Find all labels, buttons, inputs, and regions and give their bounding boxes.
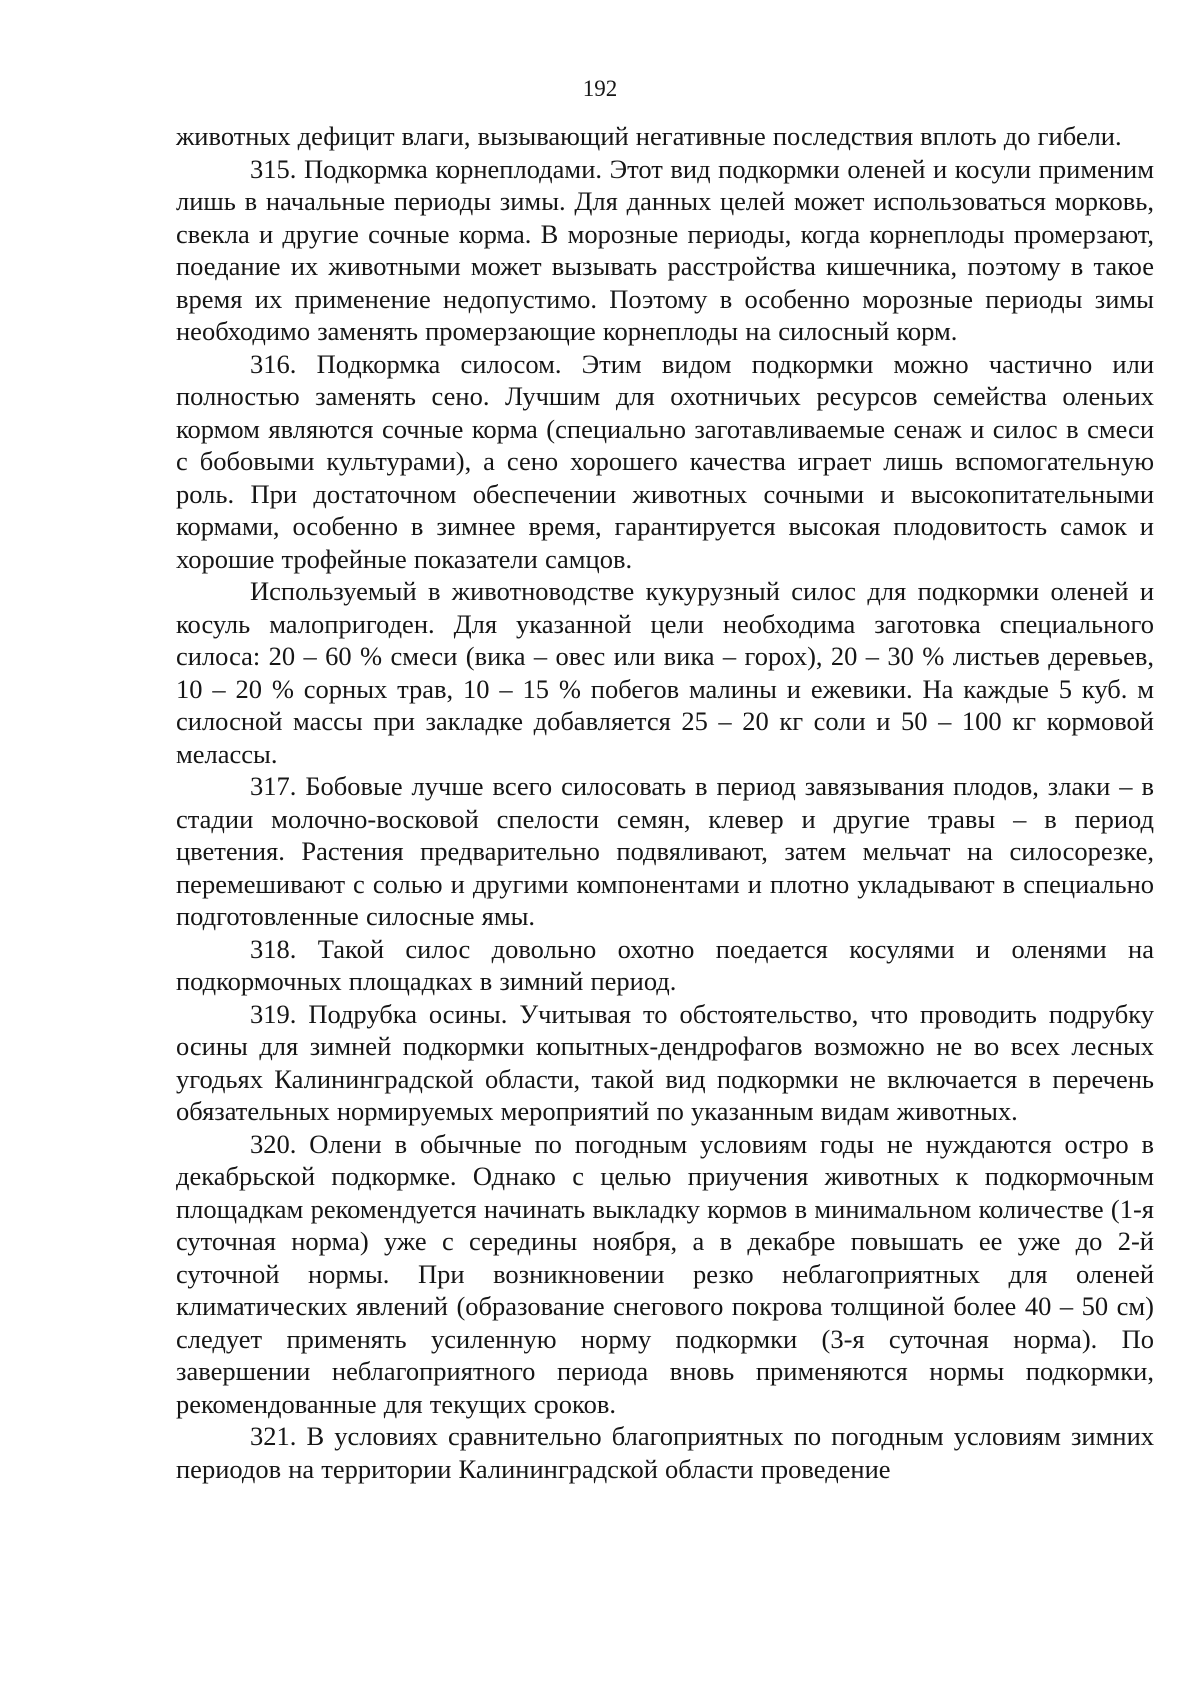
paragraph-318: 318. Такой силос довольно охотно поедается косулями и оленями на подкормочных площадках в зимний период. <box>176 933 1154 996</box>
paragraph-317: 317. Бобовые лучше всего силосовать в период завязывания плодов, злаки – в стадии молочно-восковой спелости семян, клевер и другие травы – в период цветения. Растения предварительно подвяливают, затем мельчат на силосорезке, перемешивают с солью и другими компонентами и плотно укладывают в специально подготовленные силосные ямы. <box>176 771 1154 931</box>
page-number: 192 <box>582 76 618 101</box>
paragraph-315: 315. Подкормка корнеплодами. Этот вид подкормки оленей и косули применим лишь в начальные периоды зимы. Для данных целей может использоваться морковь, свекла и другие сочные корма. В морозные периоды, когда корнеплоды промерзают, поедание их животными может вызывать расстройства кишечника, поэтому в такое время их применение недопустимо. Поэтому в особенно морозные периоды зимы необходимо заменять промерзающие корнеплоды на силосный корм. <box>176 153 1154 346</box>
paragraph-silage-mixture: Используемый в животноводстве кукурузный силос для подкормки оленей и косуль малопригоден. Для указанной цели необходима заготовка специального силоса: 20 – 60 % смеси (вика – овес или вика – горох), 20 – 30 % листьев деревьев, 10 – 20 % сорных трав, 10 – 15 % побегов малины и ежевики. На каждые 5 куб. м силосной массы при закладке добавляется 25 – 20 кг соли и 50 – 100 кг кормовой мелассы. <box>176 576 1154 769</box>
paragraph-316: 316. Подкормка силосом. Этим видом подкормки можно частично или полностью заменять сено. Лучшим для охотничьих ресурсов семейства оленьих кормом являются сочные корма (специально заготавливаемые сенаж и силос в смеси с бобовыми культурами), а сено хорошего качества играет лишь вспомогательную роль. При достаточном обеспечении животных сочными и высокопитательными кормами, особенно в зимнее время, гарантируется высокая плодовитость самок и хорошие трофейные показатели самцов. <box>176 348 1154 574</box>
paragraph-320: 320. Олени в обычные по погодным условиям годы не нуждаются остро в декабрьской подкормке. Однако с целью приучения животных к подкормочным площадкам рекомендуется начинать выкладку кормов в минимальном количестве (1-я суточная норма) уже с середины ноября, а в декабре повышать ее уже до 2-й суточной нормы. При возникновении резко неблагоприятных для оленей климатических явлений (образование снегового покрова толщиной более 40 – 50 см) следует применять усиленную норму подкормки (3-я суточная норма). По завершении неблагоприятного периода вновь применяются нормы подкормки, рекомендованные для текущих сроков. <box>176 1128 1154 1419</box>
paragraph-321: 321. В условиях сравнительно благоприятных по погодным условиям зимних периодов на территории Калининградской области проведение <box>176 1421 1154 1484</box>
paragraph-319: 319. Подрубка осины. Учитывая то обстоятельство, что проводить подрубку осины для зимней подкормки копытных-дендрофагов возможно не во всех лесных угодьях Калининградской области, такой вид подкормки не включается в перечень обязательных нормируемых мероприятий по указанным видам животных. <box>176 998 1154 1126</box>
document-body <box>176 120 1154 1485</box>
paragraph-continuation: животных дефицит влаги, вызывающий негативные последствия вплоть до гибели. <box>176 121 1122 151</box>
